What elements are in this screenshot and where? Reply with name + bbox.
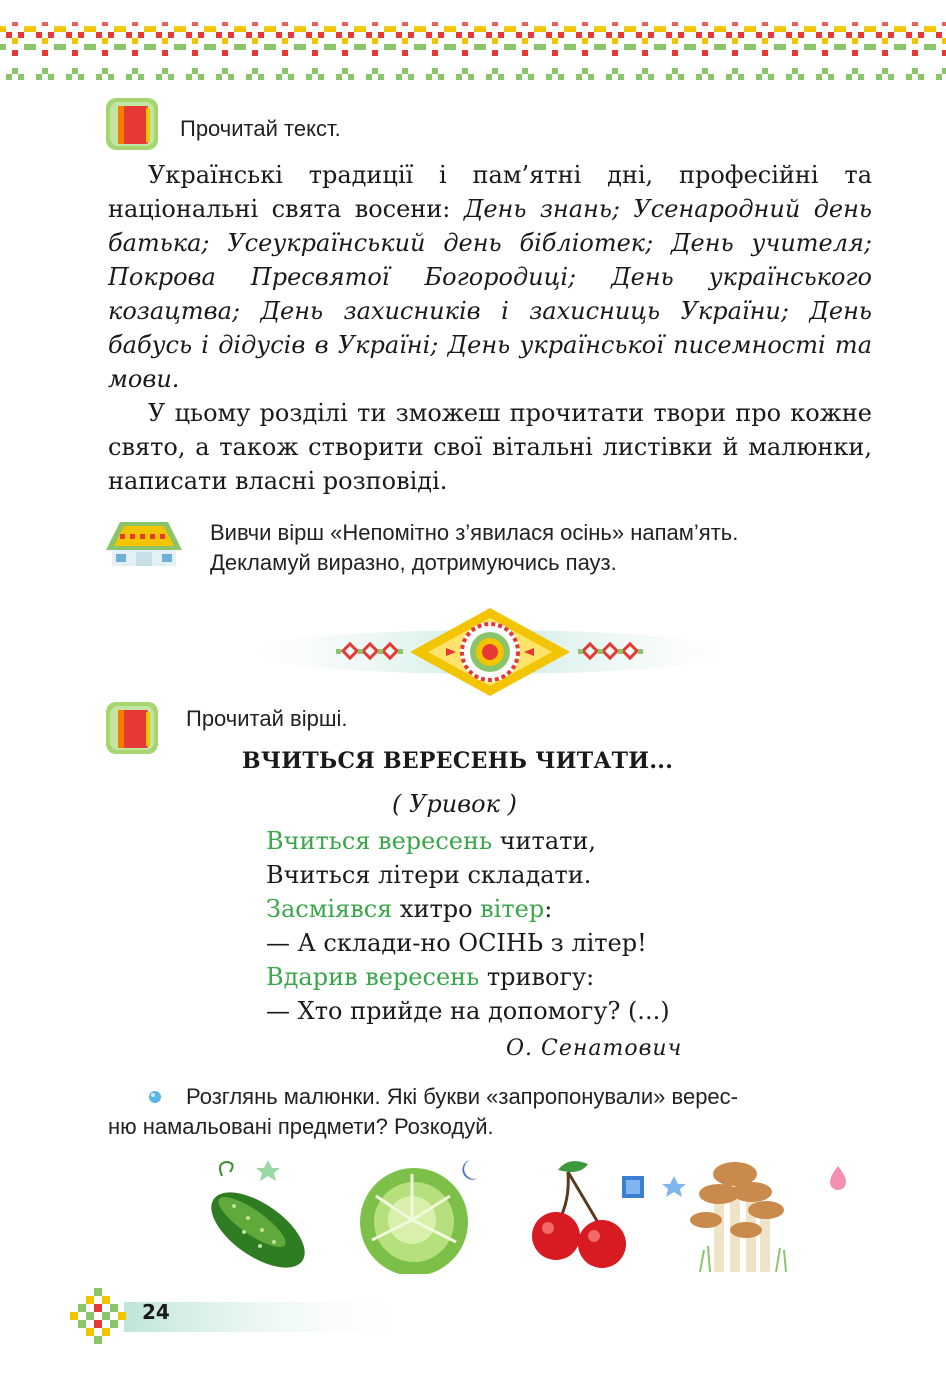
cabbage-picture [352, 1156, 492, 1274]
poem-line-text: : [544, 895, 553, 923]
mushrooms-picture [686, 1154, 864, 1276]
intro-text-holidays: День знань; Усенародний день батька; Усеукраїнський день бібліотек; День учителя; Покрова Пресвятої Богородиці; День українського козацтва; День захисників і захисниць України; День бабусь і дідусів в Україні; День української писемності та мови. [108, 195, 872, 393]
poem-line [266, 858, 591, 892]
page-number-ornament [68, 1284, 428, 1348]
poem-line [266, 824, 596, 858]
poem-line-text: — А склади-но ОСІНЬ з літер! [266, 929, 647, 957]
poem-title: ВЧИТЬСЯ ВЕРЕСЕНЬ ЧИТАТИ... [242, 748, 674, 774]
cucumber-picture [200, 1156, 316, 1274]
poem-line-highlight: вітер [480, 895, 545, 923]
poem-line-text: тривогу: [479, 963, 595, 991]
book-icon [104, 96, 160, 152]
poem-line-text: читати, [492, 827, 597, 855]
poem-line-highlight: Засміявся [266, 895, 393, 923]
book-icon [104, 700, 160, 756]
intro-text-normal: Українські традиції і пам’ятні дні, професійні та національні свята восени: [108, 161, 872, 223]
poem-line-text: Вчиться літери складати. [266, 861, 592, 889]
page-number: 24 [142, 1300, 170, 1324]
poem-line-highlight: Вчиться вересень [266, 827, 493, 855]
poem-line-text: — Хто прийде на допомогу? (...) [266, 997, 670, 1025]
task-label-read-text: Прочитай текст. [180, 116, 341, 141]
ornament-divider [250, 604, 730, 700]
poem-line-text: хитро [392, 895, 481, 923]
bullet-icon [148, 1090, 162, 1104]
poem-line [266, 892, 552, 926]
cherries-picture [524, 1150, 704, 1274]
task-label-read-poems: Прочитай вірші. [186, 706, 348, 731]
question-line-1: Розглянь малюнки. Які букви «запропонували» верес- [186, 1084, 738, 1109]
poem-author: О. Сенатович [506, 1036, 683, 1061]
poem-line-highlight: Вдарив вересень [266, 963, 480, 991]
question-line-2: ню намальовані предмети? Розкодуй. [108, 1114, 494, 1139]
poem-line [266, 926, 647, 960]
intro-paragraph [108, 158, 872, 396]
top-ornament-border [0, 0, 946, 90]
house-icon [106, 520, 182, 568]
learn-line-1: Вивчи вірш «Непомітно з’явилася осінь» напам’ять. [210, 520, 739, 545]
learn-line-2: Декламуй виразно, дотримуючись пауз. [210, 550, 617, 575]
section-paragraph: У цьому розділі ти зможеш прочитати твори про кожне свято, а також створити свої вітальні листівки й малюнки, написати власні розповіді. [108, 399, 872, 495]
poem-subtitle: ( Уривок ) [392, 790, 517, 818]
poem-line [266, 994, 670, 1028]
poem-line [266, 960, 594, 994]
